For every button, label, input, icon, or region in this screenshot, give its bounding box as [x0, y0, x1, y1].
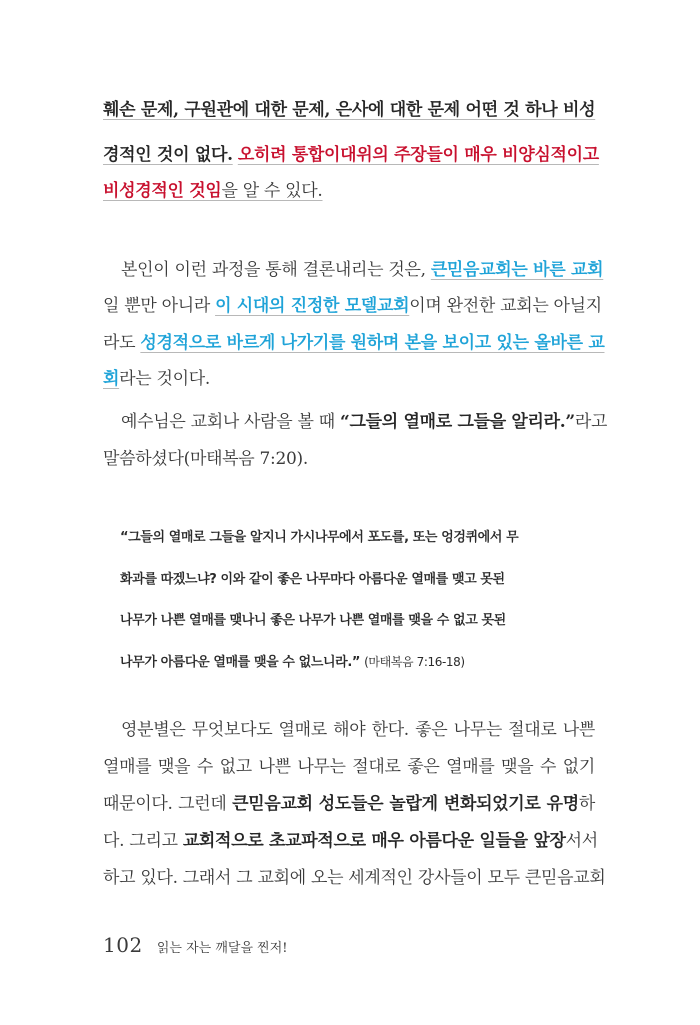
body-text: 본인이 이런 과정을 통해 결론내리는 것은, — [121, 260, 426, 280]
body-text: 예수님은 교회나 사람을 볼 때 — [121, 412, 335, 432]
body-text: 열매를 맺을 수 없고 나쁜 나무는 절대로 좋은 열매를 맺을 수 없기 — [103, 757, 595, 777]
block-quote-line-3 — [120, 611, 578, 631]
paragraph-2-line-1 — [121, 258, 604, 282]
body-text: 라고 — [574, 412, 608, 432]
red-highlight-text: 오히려 통합이대위의 주장들이 매우 비양심적이고 — [237, 145, 599, 165]
paragraph-4-line-4 — [103, 829, 598, 853]
body-text: 라도 — [103, 333, 136, 353]
block-quote-line-2 — [120, 570, 578, 590]
body-text: 라는 것이다. — [119, 369, 210, 389]
page-number: 102 — [103, 933, 143, 957]
paragraph-1-line-3 — [103, 179, 595, 203]
body-text: 말씀하셨다(마태복음 7:20). — [103, 449, 308, 469]
body-text: 하고 있다. 그래서 그 교회에 오는 세계적인 강사들이 모두 큰믿음교회 — [103, 868, 606, 888]
paragraph-3-line-2 — [103, 447, 595, 471]
page-footer — [103, 933, 287, 957]
paragraph-3-line-1 — [121, 410, 608, 434]
paragraph-4-line-3 — [103, 792, 595, 816]
blue-highlight-text: 큰믿음교회는 바른 교회 — [430, 260, 604, 280]
block-quote-line-1 — [120, 528, 578, 548]
paragraph-4-line-5 — [103, 866, 606, 890]
paragraph-4-line-1 — [121, 718, 595, 742]
quote-text: 화과를 따겠느냐? 이와 같이 좋은 나무마다 아름다운 열매를 맺고 못된 — [120, 572, 505, 587]
quote-reference: (마태복음 7:16-18) — [364, 655, 465, 669]
blue-highlight-text: 회 — [103, 369, 120, 389]
paragraph-2-line-3 — [103, 331, 605, 355]
blue-highlight-text: 이 시대의 진정한 모델교회 — [215, 296, 410, 316]
body-text: 영분별은 무엇보다도 열매로 해야 한다. 좋은 나무는 절대로 나쁜 — [121, 720, 595, 740]
bold-quote-text: “그들의 열매로 그들을 알리라.” — [340, 412, 575, 432]
bold-text: 경적인 것이 없다. — [103, 145, 233, 165]
paragraph-2-line-2 — [103, 294, 602, 318]
block-quote-line-4 — [120, 652, 578, 673]
book-title: 읽는 자는 깨달을 찐저! — [156, 941, 288, 956]
paragraph-1-line-1 — [103, 98, 595, 122]
body-text: 이며 완전한 교회는 아닐지 — [409, 296, 602, 316]
quote-text: 나무가 아름다운 열매를 맺을 수 없느니라.” — [120, 655, 360, 670]
body-text: 일 뿐만 아니라 — [103, 296, 210, 316]
red-highlight-text: 비성경적인 것임 — [103, 181, 222, 201]
paragraph-1-line-2 — [103, 143, 599, 167]
quote-text: “그들의 열매로 그들을 알지니 가시나무에서 포도를, 또는 엉겅퀴에서 무 — [120, 530, 519, 545]
paragraph-2-line-4 — [103, 367, 595, 391]
body-text: 다. 그리고 — [103, 831, 178, 851]
body-text: 을 알 수 있다. — [221, 181, 323, 201]
blue-highlight-text: 성경적으로 바르게 나가기를 원하며 본을 보이고 있는 올바른 교 — [140, 333, 605, 353]
quote-text: 나무가 나쁜 열매를 맺나니 좋은 나무가 나쁜 열매를 맺을 수 없고 못된 — [120, 613, 506, 628]
body-text: 하 — [578, 794, 596, 814]
paragraph-4-line-2 — [103, 755, 595, 779]
bold-text: 교회적으로 초교파적으로 매우 아름다운 일들을 앞장 — [182, 831, 566, 851]
bold-text: 큰믿음교회 성도들은 놀랍게 변화되었기로 유명 — [232, 794, 579, 814]
bold-text: 훼손 문제, 구원관에 대한 문제, 은사에 대한 문제 어떤 것 하나 비성 — [103, 100, 596, 120]
body-text: 때문이다. 그런데 — [103, 794, 227, 814]
body-text: 서서 — [565, 831, 598, 851]
